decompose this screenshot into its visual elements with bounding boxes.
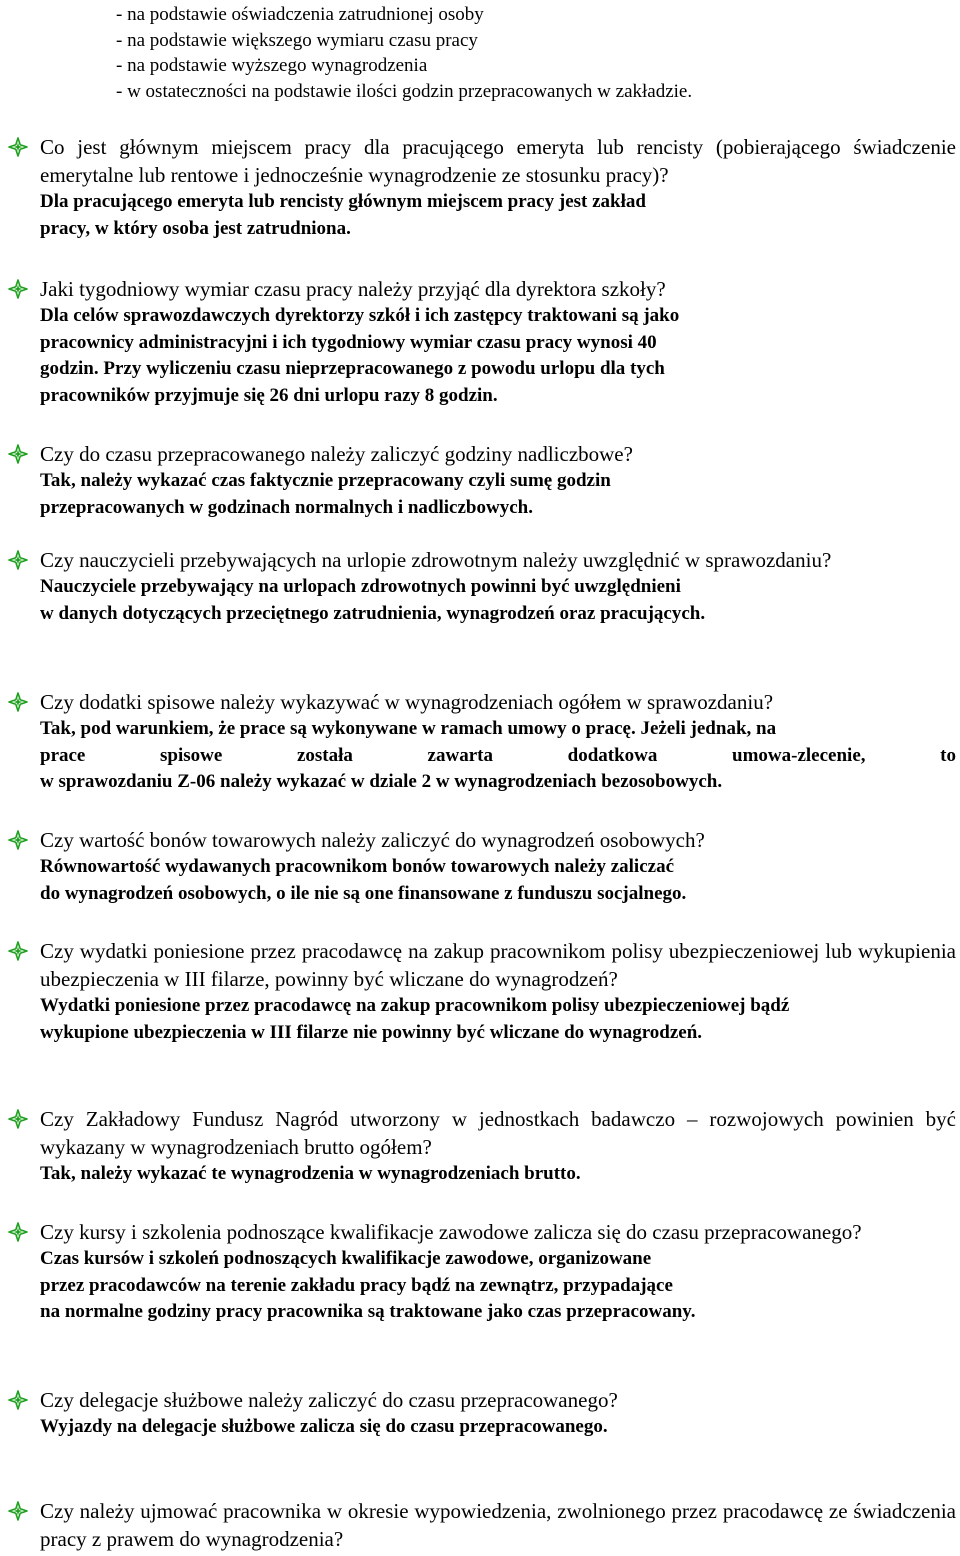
faq-answer-line: pracownicy administracyjni i ich tygodniowy wymiar czasu pracy wynosi 40 [40, 331, 657, 353]
faq-answer-line: do wynagrodzeń osobowych, o ile nie są one finansowane z funduszu socjalnego. [40, 882, 687, 904]
faq-answer-line: w sprawozdaniu Z-06 należy wykazać w dziale 2 w wynagrodzeniach bezosobowych. [40, 771, 723, 792]
faq-question: Czy do czasu przepracowanego należy zaliczyć godziny nadliczbowe? [40, 442, 633, 466]
faq-answer-line: Dla pracującego emeryta lub rencisty głównym miejscem pracy jest zakład [40, 191, 646, 212]
diamond-bullet-icon [8, 1497, 40, 1553]
faq-answer-line: Tak, należy wykazać czas faktycznie przepracowany czyli sumę godzin [40, 470, 611, 491]
faq-item [8, 440, 956, 521]
faq-question-row [8, 546, 956, 574]
faq-answer-line: Wyjazdy na delegacje służbowe zalicza się do czasu przepracowanego. [40, 1416, 608, 1437]
faq-answer [40, 1414, 956, 1441]
intro-list-item: - w ostateczności na podstawie ilości godzin przepracowanych w zakładzie. [116, 80, 693, 102]
intro-list-item: - na podstawie większego wymiaru czasu pracy [116, 29, 478, 51]
faq-question: Czy wartość bonów towarowych należy zaliczyć do wynagrodzeń osobowych? [40, 828, 705, 852]
faq-question: Czy należy ujmować pracownika w okresie wypowiedzenia, zwolnionego przez pracodawcę ze świadczenia pracy z prawem do wynagrodzenia? [40, 1499, 956, 1551]
faq-answer [40, 189, 956, 242]
faq-question: Czy wydatki poniesione przez pracodawcę na zakup pracownikom polisy ubezpieczeniowej lub wykupienia ubezpieczenia w III filarze, powinny być wliczane do wynagrodzeń? [40, 939, 956, 991]
faq-answer-line: Tak, pod warunkiem, że prace są wykonywane w ramach umowy o pracę. Jeżeli jednak, na [40, 718, 777, 739]
faq-question-row [8, 826, 956, 854]
faq-question: Czy nauczycieli przebywających na urlopie zdrowotnym należy uwzględnić w sprawozdaniu? [40, 548, 832, 572]
faq-answer [40, 993, 956, 1046]
faq-question-row [8, 937, 956, 993]
faq-answer-line: pracy, w który osoba jest zatrudniona. [40, 217, 351, 239]
faq-item [8, 133, 956, 242]
faq-answer-line: pracowników przyjmuje się 26 dni urlopu razy 8 godzin. [40, 384, 498, 406]
intro-list [116, 2, 692, 104]
intro-list-item: - na podstawie wyższego wynagrodzenia [116, 55, 428, 76]
faq-question-row [8, 688, 956, 716]
faq-answer-line: godzin. Przy wyliczeniu czasu nieprzepracowanego z powodu urlopu dla tych [40, 358, 665, 379]
faq-answer [40, 574, 956, 627]
diamond-bullet-icon [8, 546, 40, 574]
faq-answer [40, 1161, 956, 1188]
faq-item [8, 1105, 956, 1188]
faq-question-row [8, 133, 956, 189]
diamond-bullet-icon [8, 133, 40, 189]
faq-answer-line: Tak, należy wykazać te wynagrodzenia w wynagrodzeniach brutto. [40, 1163, 581, 1184]
faq-answer-line: w danych dotyczących przeciętnego zatrudnienia, wynagrodzeń oraz pracujących. [40, 602, 706, 624]
faq-answer-line: wykupione ubezpieczenia w III filarze nie powinny być wliczane do wynagrodzeń. [40, 1021, 703, 1043]
faq-answer [40, 468, 956, 521]
faq-question: Czy kursy i szkolenia podnoszące kwalifikacje zawodowe zalicza się do czasu przepracowanego? [40, 1220, 862, 1244]
faq-answer [40, 1246, 956, 1326]
faq-answer [40, 303, 956, 409]
faq-answer-line: Czas kursów i szkoleń podnoszących kwalifikacje zawodowe, organizowane [40, 1248, 652, 1269]
faq-item [8, 826, 956, 907]
faq-answer-line: przepracowanych w godzinach normalnych i nadliczbowych. [40, 496, 533, 518]
diamond-bullet-icon [8, 1386, 40, 1414]
faq-question: Czy Zakładowy Fundusz Nagród utworzony w jednostkach badawczo – rozwojowych powinien być wykazany w wynagrodzeniach brutto ogółem? [40, 1107, 956, 1159]
faq-item [8, 275, 956, 409]
faq-question: Czy delegacje służbowe należy zaliczyć do czasu przepracowanego? [40, 1388, 618, 1412]
faq-question-row [8, 1497, 956, 1553]
faq-answer-line: Wydatki poniesione przez pracodawcę na zakup pracownikom polisy ubezpieczeniowej bądź [40, 995, 790, 1016]
faq-answer-line: Nauczyciele przebywający na urlopach zdrowotnych powinni być uwzględnieni [40, 576, 681, 597]
faq-question: Czy dodatki spisowe należy wykazywać w wynagrodzeniach ogółem w sprawozdaniu? [40, 690, 774, 714]
diamond-bullet-icon [8, 826, 40, 854]
faq-question: Jaki tygodniowy wymiar czasu pracy należy przyjąć dla dyrektora szkoły? [40, 277, 666, 301]
faq-question: Co jest głównym miejscem pracy dla pracującego emeryta lub rencisty (pobierającego świadczenie emerytalne lub rentowe i jednocześnie wynagrodzenie ze stosunku pracy)? [40, 135, 956, 187]
faq-answer [40, 716, 956, 796]
faq-item [8, 937, 956, 1046]
intro-list-item: - na podstawie oświadczenia zatrudnionej osoby [116, 4, 484, 25]
faq-question-row [8, 440, 956, 468]
diamond-bullet-icon [8, 1105, 40, 1161]
faq-item [8, 1386, 956, 1441]
faq-answer [40, 854, 956, 907]
faq-item [8, 546, 956, 627]
faq-answer-line: na normalne godziny pracy pracownika są traktowane jako czas przepracowany. [40, 1301, 696, 1322]
faq-question-row [8, 1386, 956, 1414]
faq-answer-line: prace spisowe została zawarta dodatkowa umowa-zlecenie, to [40, 744, 956, 766]
diamond-bullet-icon [8, 937, 40, 993]
diamond-bullet-icon [8, 1218, 40, 1246]
diamond-bullet-icon [8, 275, 40, 303]
faq-answer-line: przez pracodawców na terenie zakładu pracy bądź na zewnątrz, przypadające [40, 1274, 673, 1296]
faq-question-row [8, 275, 956, 303]
faq-question-row [8, 1218, 956, 1246]
faq-answer-line: Dla celów sprawozdawczych dyrektorzy szkół i ich zastępcy traktowani są jako [40, 305, 680, 326]
diamond-bullet-icon [8, 440, 40, 468]
faq-answer-line: Równowartość wydawanych pracownikom bonów towarowych należy zaliczać [40, 856, 675, 877]
faq-question-row [8, 1105, 956, 1161]
faq-item [8, 1497, 956, 1553]
faq-item [8, 1218, 956, 1326]
diamond-bullet-icon [8, 688, 40, 716]
faq-item [8, 688, 956, 796]
